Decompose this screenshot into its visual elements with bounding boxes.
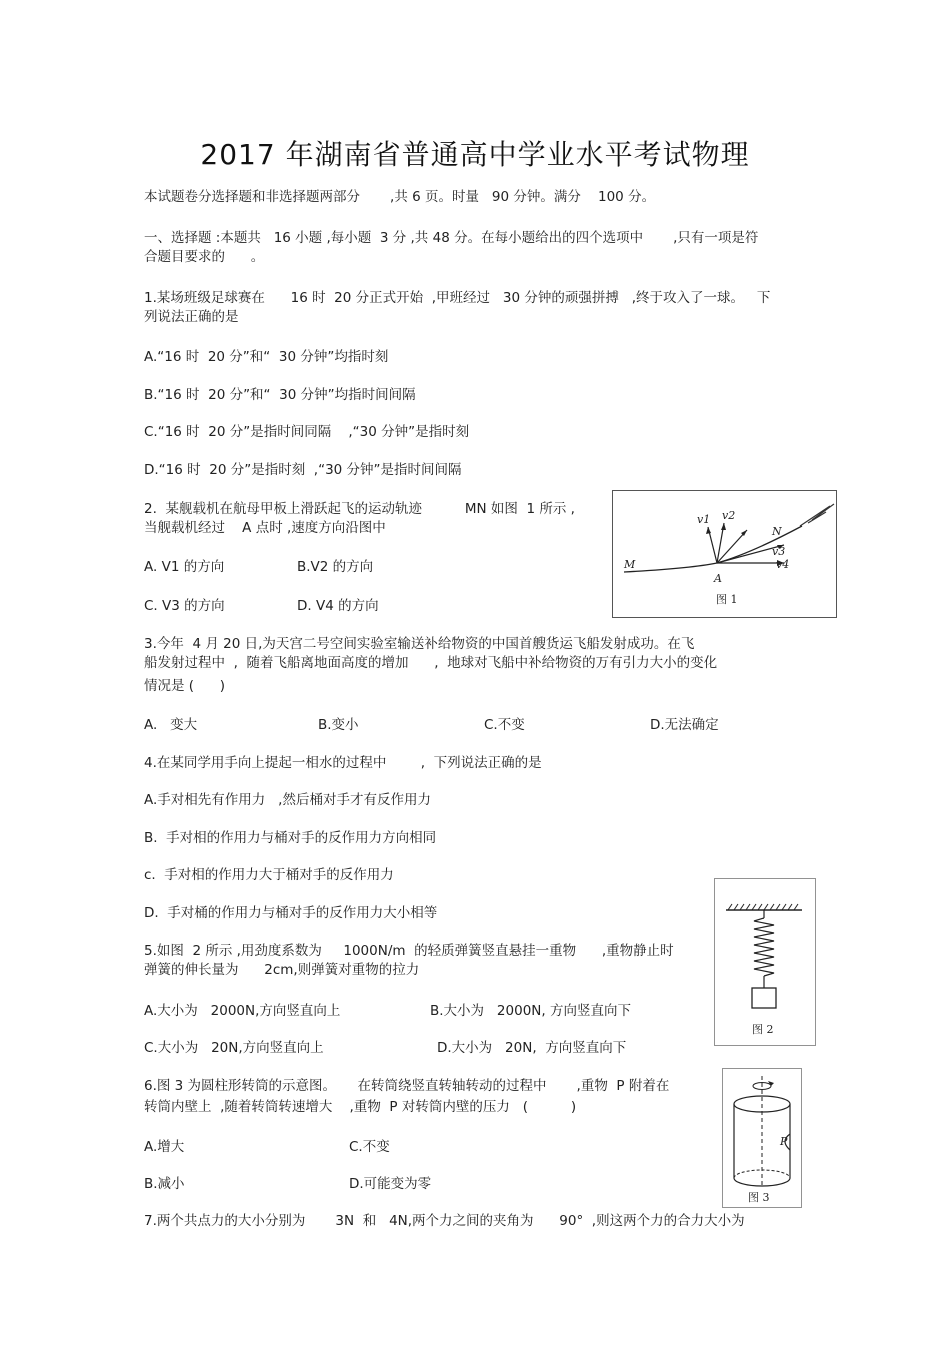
q2-stem-line1: 2. 某舰载机在航母甲板上滑跃起飞的运动轨迹 MN 如图 1 所示 , bbox=[144, 501, 575, 517]
q7-stem-line1: 7.两个共点力的大小分别为 3N 和 4N,两个力之间的夹角为 90° ,则这两个力的合力大小为 bbox=[144, 1213, 745, 1229]
label-A: A bbox=[714, 572, 722, 585]
q3-option-a: A. 变大 bbox=[144, 717, 198, 733]
q2-option-c: C. V3 的方向 bbox=[144, 598, 225, 614]
q3-stem-line1: 3.今年 4 月 20 日,为天宫二号空间实验室输送补给物资的中国首艘货运飞船发射成功。在飞 bbox=[144, 636, 695, 652]
label-N: N bbox=[772, 525, 782, 538]
q2-option-d: D. V4 的方向 bbox=[297, 598, 379, 614]
q6-option-a: A.增大 bbox=[144, 1139, 185, 1155]
q5-option-c: C.大小为 20N,方向竖直向上 bbox=[144, 1040, 324, 1056]
label-v4: v4 bbox=[776, 558, 790, 571]
label-v1: v1 bbox=[697, 513, 711, 526]
q6-stem-line1: 6.图 3 为圆柱形转筒的示意图。 在转筒绕竖直转轴转动的过程中 ,重物 P 附着在 bbox=[144, 1078, 670, 1094]
q5-stem-line2: 弹簧的伸长量为 2cm,则弹簧对重物的拉力 bbox=[144, 962, 420, 978]
figure-2-spring bbox=[714, 878, 816, 1046]
q3-stem-line2: 船发射过程中 , 随着飞船离地面高度的增加 , 地球对飞船中补给物资的万有引力大小的变化 bbox=[144, 655, 718, 671]
q3-option-d: D.无法确定 bbox=[650, 717, 719, 733]
q1-option-c: C.“16 时 20 分”是指时间同隔 ,“30 分钟”是指时刻 bbox=[144, 424, 470, 440]
label-P: P bbox=[780, 1135, 788, 1148]
q1-option-d: D.“16 时 20 分”是指时刻 ,“30 分钟”是指时间间隔 bbox=[144, 462, 462, 478]
q5-stem-line1: 5.如图 2 所示 ,用劲度系数为 1000N/m 的轻质弹簧竖直悬挂一重物 ,重物静止时 bbox=[144, 943, 674, 959]
q2-option-b: B.V2 的方向 bbox=[297, 559, 374, 575]
label-M: M bbox=[624, 558, 636, 571]
q3-stem-line3: 情况是 ( ) bbox=[144, 678, 226, 694]
q3-option-b: B.变小 bbox=[318, 717, 359, 733]
q2-stem-line2: 当舰载机经过 A 点时 ,速度方向沿图中 bbox=[144, 520, 386, 536]
q4-option-b: B. 手对相的作用力与桶对手的反作用力方向相同 bbox=[144, 830, 437, 846]
q1-option-a: A.“16 时 20 分”和“ 30 分钟”均指时刻 bbox=[144, 349, 389, 365]
q5-option-a: A.大小为 2000N,方向竖直向上 bbox=[144, 1003, 341, 1019]
q3-option-c: C.不变 bbox=[484, 717, 525, 733]
label-v3: v3 bbox=[772, 545, 786, 558]
q4-stem-line1: 4.在某同学用手向上提起一相水的过程中 , 下列说法正确的是 bbox=[144, 755, 542, 771]
q6-option-d: D.可能变为零 bbox=[349, 1176, 432, 1192]
q4-option-d: D. 手对桶的作用力与桶对手的反作用力大小相等 bbox=[144, 905, 438, 921]
q1-option-b: B.“16 时 20 分”和“ 30 分钟”均指时间间隔 bbox=[144, 387, 416, 403]
intro-text: 本试题卷分选择题和非选择题两部分 ,共 6 页。时量 90 分钟。满分 100 分。 bbox=[144, 189, 656, 205]
q1-stem-line1: 1.某场班级足球赛在 16 时 20 分正式开始 ,甲班经过 30 分钟的顽强拼搏 ,终于攻入了一球。 下 bbox=[144, 290, 771, 306]
q5-option-d: D.大小为 20N, 方向竖直向下 bbox=[437, 1040, 627, 1056]
q6-option-c: C.不变 bbox=[349, 1139, 390, 1155]
figure-3-caption: 图 3 bbox=[748, 1191, 770, 1204]
section1-line2: 合题目要求的 。 bbox=[144, 249, 265, 265]
label-v2: v2 bbox=[722, 509, 736, 522]
page-title: 2017 年湖南省普通高中学业水平考试物理 bbox=[200, 138, 750, 171]
q6-stem-line2: 转筒内壁上 ,随着转筒转速增大 ,重物 P 对转筒内壁的压力 ( ) bbox=[144, 1099, 577, 1115]
q2-option-a: A. V1 的方向 bbox=[144, 559, 225, 575]
figure-2-caption: 图 2 bbox=[752, 1023, 774, 1036]
figure-3-cylinder bbox=[722, 1068, 802, 1208]
q4-option-c: c. 手对相的作用力大于桶对手的反作用力 bbox=[144, 867, 394, 883]
figure-1-caption: 图 1 bbox=[716, 593, 738, 606]
q5-option-b: B.大小为 2000N, 方向竖直向下 bbox=[430, 1003, 631, 1019]
figure-1-trajectory bbox=[612, 490, 837, 618]
q1-stem-line2: 列说法正确的是 bbox=[144, 309, 239, 325]
q6-option-b: B.减小 bbox=[144, 1176, 185, 1192]
q4-option-a: A.手对相先有作用力 ,然后桶对手才有反作用力 bbox=[144, 792, 431, 808]
section1-line1: 一、选择题 :本题共 16 小题 ,每小题 3 分 ,共 48 分。在每小题给出的四个选项中 ,只有一项是符 bbox=[144, 230, 759, 246]
